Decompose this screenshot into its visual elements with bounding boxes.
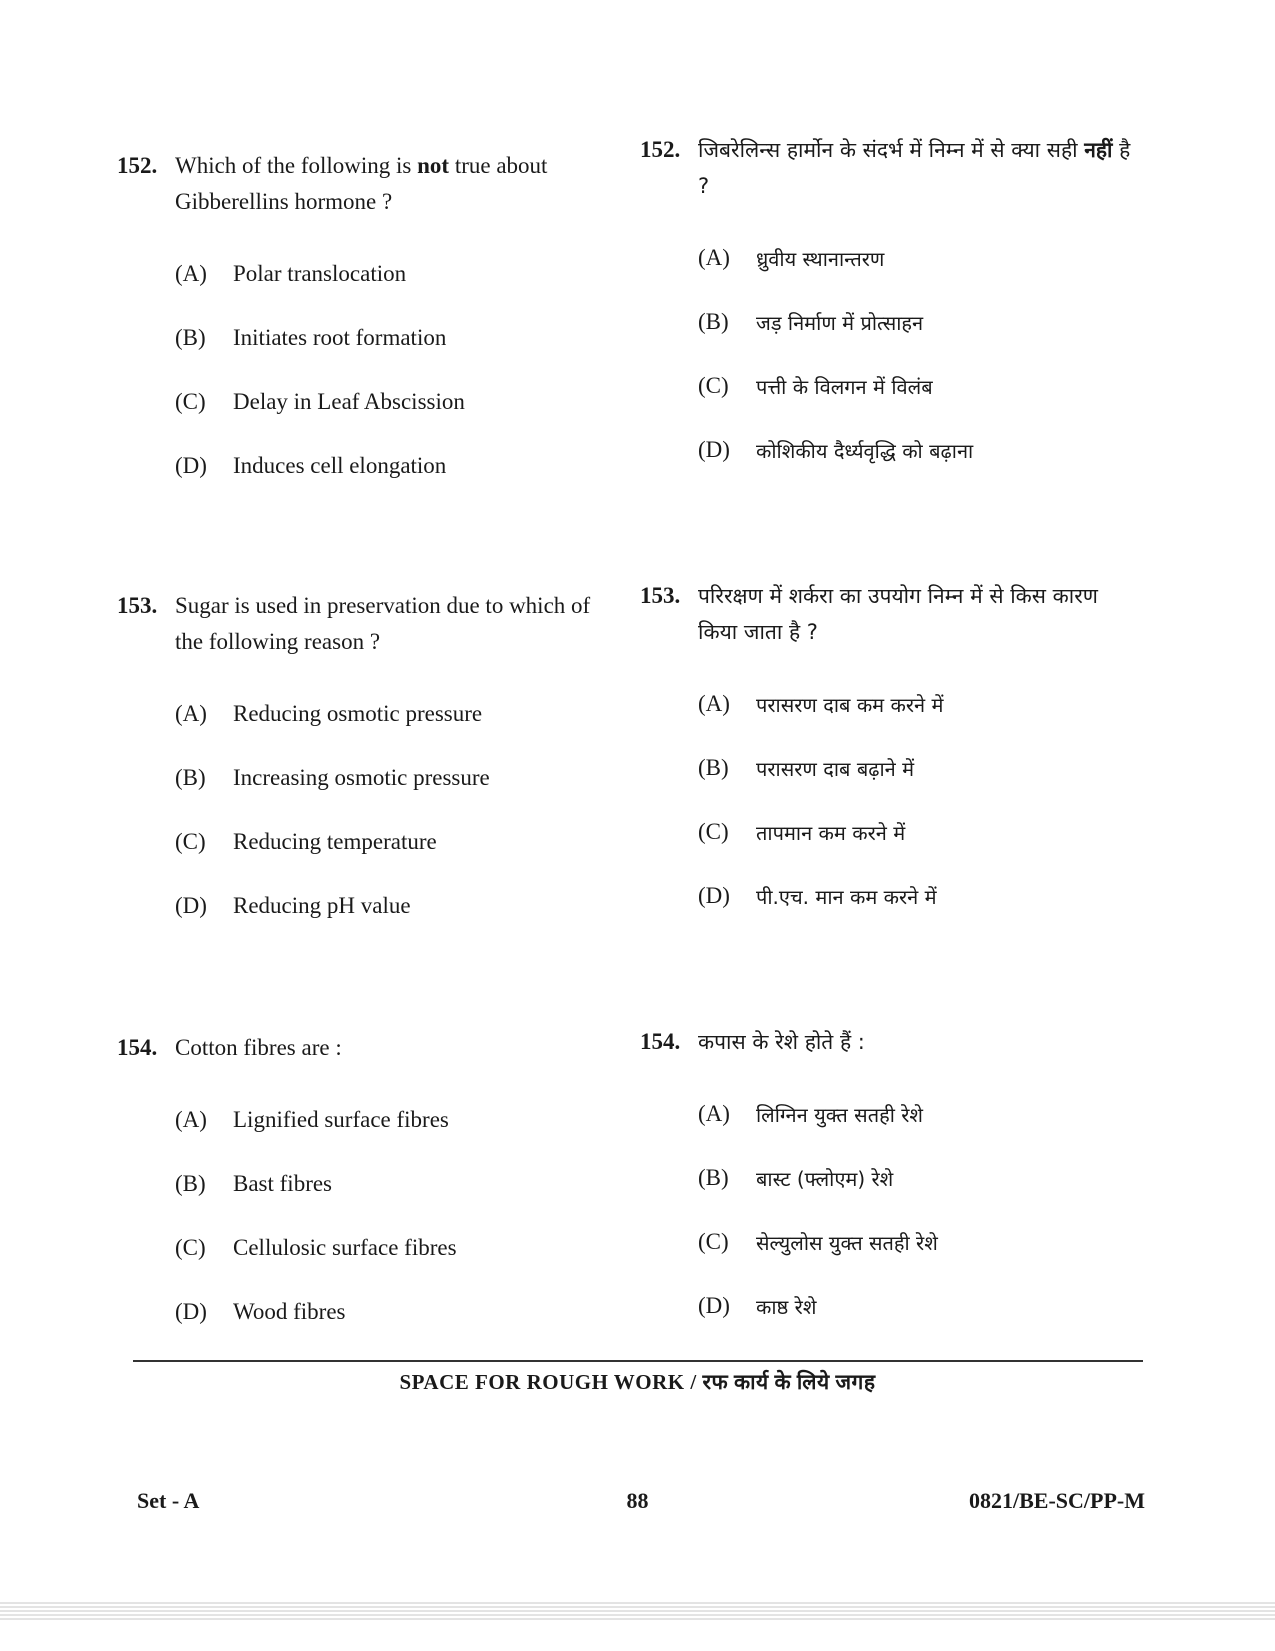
question-text: परिरक्षण में शर्करा का उपयोग निम्न में से किस कारण किया जाता है ? bbox=[698, 584, 1098, 644]
scan-edge-lines bbox=[0, 1600, 1275, 1622]
option-c: (C) तापमान कम करने में bbox=[698, 819, 906, 845]
option-c: (C) Reducing temperature bbox=[175, 829, 437, 854]
question-154-hi bbox=[640, 1024, 1140, 1338]
option-b: (B) Bast fibres bbox=[175, 1171, 333, 1196]
option-c: (C) Cellulosic surface fibres bbox=[175, 1235, 457, 1260]
option-a: (A) Lignified surface fibres bbox=[175, 1107, 449, 1132]
option-b: (B) परासरण दाब बढ़ाने में bbox=[698, 755, 915, 781]
option-d: (D) Reducing pH value bbox=[175, 893, 411, 918]
question-number: 152. bbox=[117, 153, 158, 178]
option-b: (B) Increasing osmotic pressure bbox=[175, 765, 490, 790]
option-d: (D) Induces cell elongation bbox=[175, 453, 447, 478]
question-number: 152. bbox=[640, 137, 681, 162]
question-number: 154. bbox=[117, 1035, 158, 1060]
question-number: 154. bbox=[640, 1029, 681, 1054]
question-text: कपास के रेशे होते हैं : bbox=[698, 1030, 865, 1054]
option-d: (D) काष्ठ रेशे bbox=[698, 1293, 817, 1319]
option-d: (D) Wood fibres bbox=[175, 1299, 346, 1324]
question-152-en bbox=[117, 148, 617, 498]
option-b: (B) जड़ निर्माण में प्रोत्साहन bbox=[698, 309, 924, 335]
divider-rule bbox=[133, 1360, 1143, 1362]
option-a: (A) Polar translocation bbox=[175, 261, 407, 286]
footer-paper-code: 0821/BE-SC/PP-M bbox=[969, 1488, 1145, 1513]
option-a: (A) परासरण दाब कम करने में bbox=[698, 691, 944, 717]
question-number: 153. bbox=[640, 583, 681, 608]
question-number: 153. bbox=[117, 593, 158, 618]
footer-page-number: 88 bbox=[626, 1488, 649, 1513]
option-d: (D) पी.एच. मान कम करने में bbox=[698, 883, 937, 909]
option-d: (D) कोशिकीय दैर्ध्यवृद्धि को बढ़ाना bbox=[698, 437, 974, 463]
option-c: (C) पत्ती के विलगन में विलंब bbox=[698, 373, 933, 399]
question-154-en bbox=[117, 1030, 617, 1344]
rough-work-heading: SPACE FOR ROUGH WORK / रफ कार्य के लिये जगह bbox=[399, 1370, 876, 1394]
option-a: (A) Reducing osmotic pressure bbox=[175, 701, 483, 726]
option-a: (A) लिग्निन युक्त सतही रेशे bbox=[698, 1101, 924, 1127]
option-b: (B) Initiates root formation bbox=[175, 325, 447, 350]
question-153-hi bbox=[640, 578, 1140, 928]
option-a: (A) ध्रुवीय स्थानान्तरण bbox=[698, 245, 885, 271]
option-c: (C) Delay in Leaf Abscission bbox=[175, 389, 465, 414]
question-text: Which of the following is not true about Gibberellins hormone ? bbox=[175, 153, 548, 214]
question-text: Cotton fibres are : bbox=[175, 1035, 342, 1060]
question-text: Sugar is used in preservation due to which of the following reason ? bbox=[175, 593, 591, 654]
question-152-hi bbox=[640, 132, 1140, 482]
question-text: जिबरेलिन्स हार्मोन के संदर्भ में निम्न में से क्या सही नहीं है ? bbox=[698, 138, 1131, 198]
footer-set: Set - A bbox=[137, 1488, 200, 1513]
option-b: (B) बास्ट (फ्लोएम) रेशे bbox=[698, 1165, 894, 1191]
option-c: (C) सेल्युलोस युक्त सतही रेशे bbox=[698, 1229, 938, 1255]
question-153-en bbox=[117, 588, 617, 938]
